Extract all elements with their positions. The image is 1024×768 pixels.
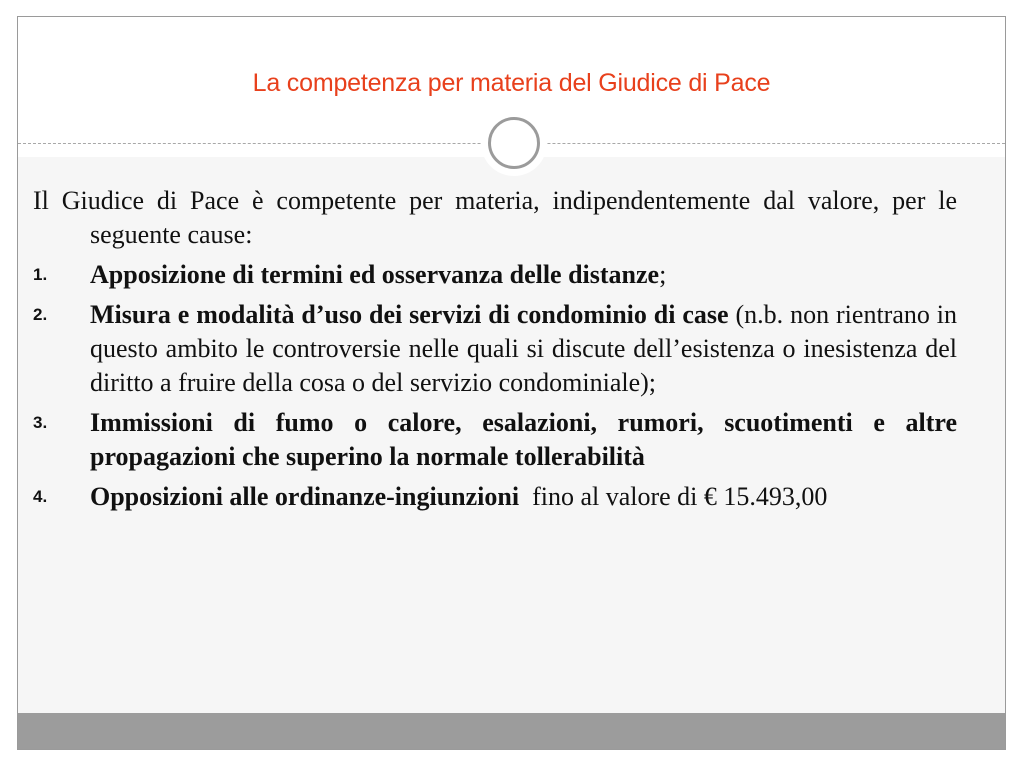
item-number: 4.: [33, 487, 48, 506]
ring-icon: [488, 117, 540, 169]
list-item: [33, 258, 957, 292]
item-heading: Misura e modalità d’uso dei servizi di condominio di case: [90, 300, 729, 329]
item-detail: ;: [659, 260, 667, 289]
slide-body: [33, 184, 957, 520]
item-heading: Apposizione di termini ed osservanza delle distanze: [90, 260, 660, 289]
cause-list: [33, 258, 957, 514]
item-number: 1.: [33, 265, 48, 284]
footer-bar: [18, 713, 1005, 749]
list-item: [33, 298, 957, 400]
slide-title: La competenza per materia del Giudice di Pace: [252, 69, 771, 97]
list-item: [33, 480, 957, 514]
circle-ornament-icon: [481, 110, 547, 176]
list-item: [33, 406, 957, 474]
item-heading: Opposizioni alle ordinanze-ingiunzioni: [90, 482, 520, 511]
item-heading: Immissioni di fumo o calore, esalazioni, rumori, scuotimenti e altre propagazioni che superino la normale tollerabilità: [90, 408, 957, 471]
item-detail: (n.b. non rientrano in questo ambito le controversie nelle quali si discute dell’esistenza o inesistenza del diritto a fruire della cosa o del servizio condominiale);: [90, 300, 958, 397]
item-number: 2.: [33, 305, 48, 324]
item-number: 3.: [33, 413, 48, 432]
item-detail: fino al valore di € 15.493,00: [519, 482, 828, 511]
intro-paragraph: Il Giudice di Pace è competente per materia, indipendentemente dal valore, per le seguente cause:: [33, 186, 957, 249]
